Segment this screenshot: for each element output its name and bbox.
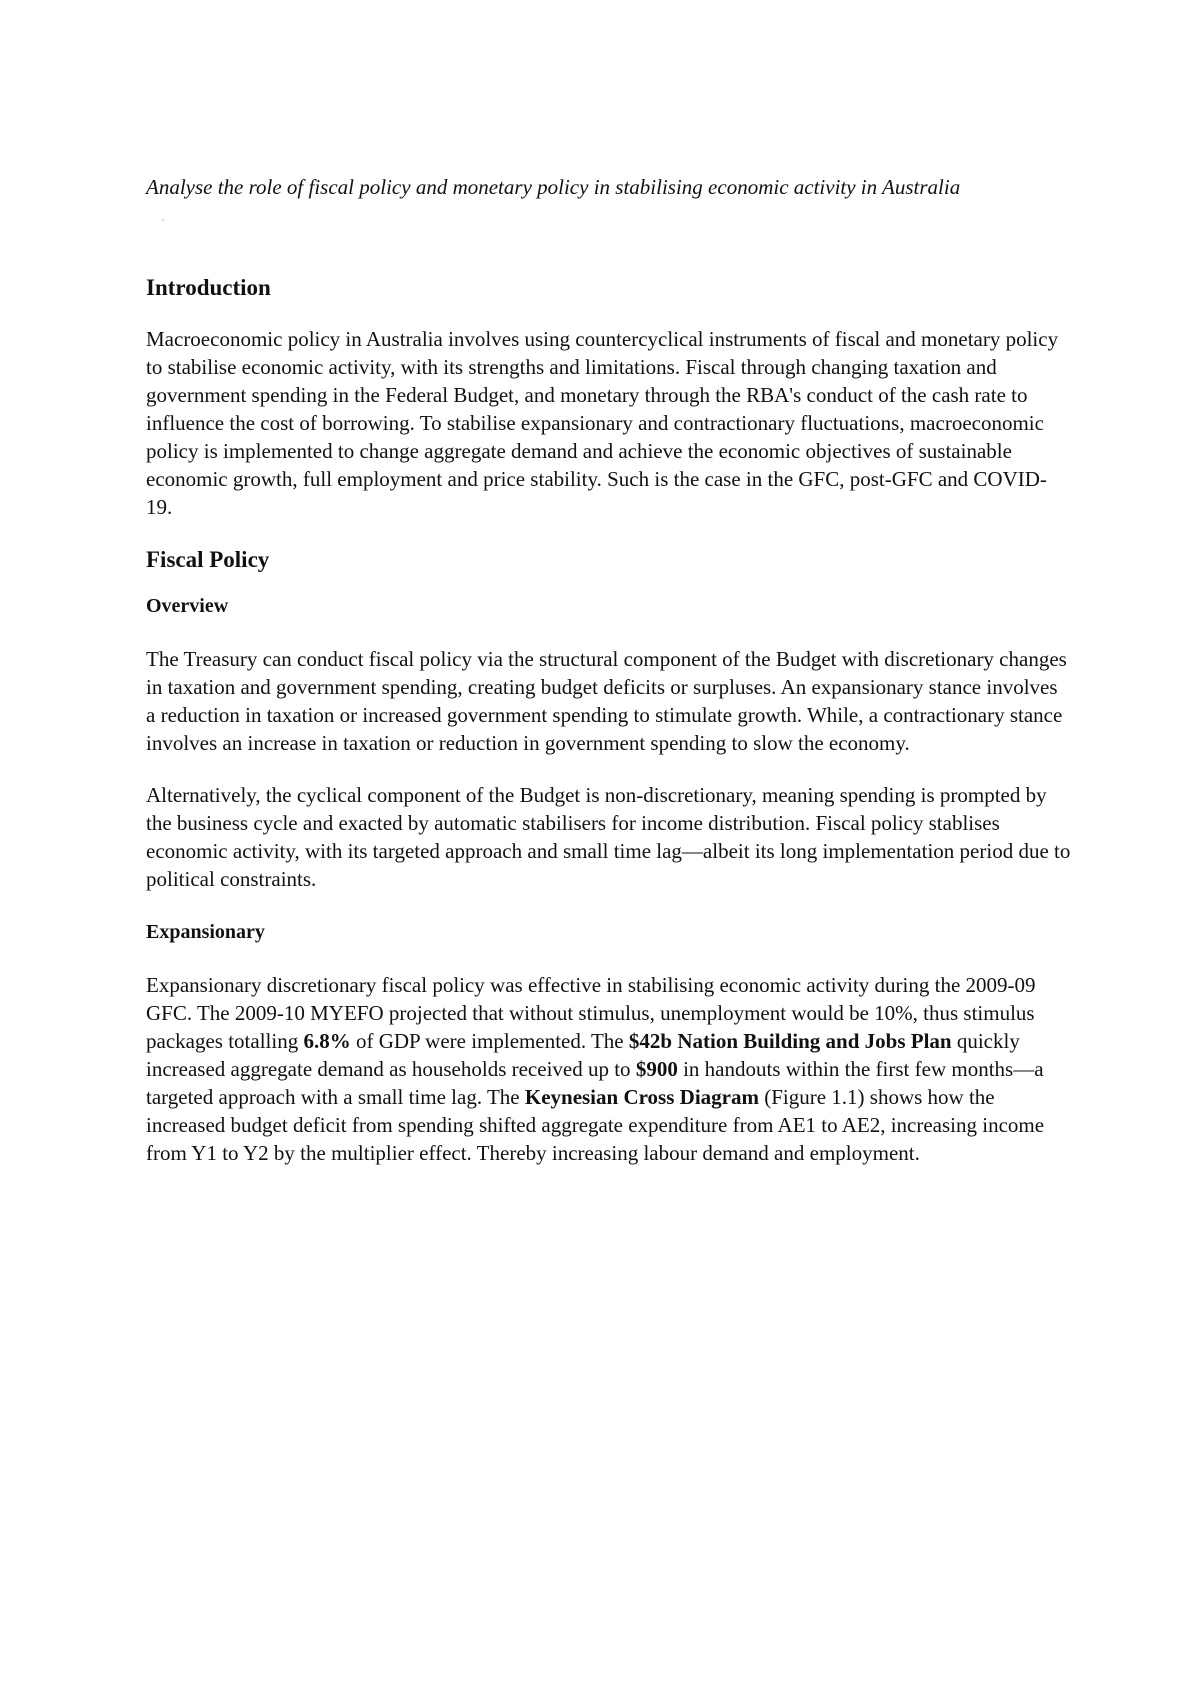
expansionary-text-2: of GDP were implemented. The xyxy=(350,1029,629,1053)
overview-paragraph-1: The Treasury can conduct fiscal policy via the structural component of the Budget with discretionary changes in taxation and government spending, creating budget deficits or surpluses. An expansionary stance involves a reduction in taxation or increased government spending to stimulate growth. While, a contractionary stance involves an increase in taxation or reduction in government spending to slow the economy. xyxy=(146,647,1067,755)
expansionary-text-3: quickly increased aggregate demand as households received up to xyxy=(146,1029,1020,1081)
overview-heading: Overview xyxy=(146,595,229,617)
expansionary-text-1: Expansionary discretionary fiscal policy was effective in stabilising economic activity during the 2009-09 GFC. The 2009-10 MYEFO projected that without stimulus, unemployment would be 10%, thus stimulus packages totalling xyxy=(146,973,1036,1053)
tick-mark: ' xyxy=(162,218,164,229)
fiscal-policy-heading: Fiscal Policy xyxy=(146,547,270,572)
introduction-paragraph: Macroeconomic policy in Australia involves using countercyclical instruments of fiscal and monetary policy to stabilise economic activity, with its strengths and limitations. Fiscal through changing taxation and government spending in the Federal Budget, and monetary through the RBA's conduct of the cash rate to influence the cost of borrowing. To stabilise expansionary and contractionary fluctuations, macroeconomic policy is implemented to change aggregate demand and achieve the economic objectives of sustainable economic growth, full employment and price stability. Such is the case in the GFC, post-GFC and COVID-19. xyxy=(146,327,1059,519)
handout-amount: $900 xyxy=(635,1057,678,1081)
introduction-heading: Introduction xyxy=(146,275,271,300)
nation-building-plan: $42b Nation Building and Jobs Plan xyxy=(628,1029,952,1053)
document-body xyxy=(146,174,1071,1167)
overview-paragraph-2: Alternatively, the cyclical component of the Budget is non-discretionary, meaning spending is prompted by the business cycle and exacted by automatic stabilisers for income distribution. Fiscal policy stablises economic activity, with its targeted approach and small time lag—albeit its long implementation period due to political constraints. xyxy=(146,783,1071,891)
expansionary-text-4: in handouts within the first few months—a targeted approach with a small time lag. The xyxy=(146,1057,1044,1109)
keynesian-cross-diagram: Keynesian Cross Diagram xyxy=(524,1085,759,1109)
expansionary-paragraph xyxy=(146,971,1071,1167)
essay-question: Analyse the role of fiscal policy and monetary policy in stabilising economic activity in Australia xyxy=(146,175,961,199)
expansionary-heading: Expansionary xyxy=(146,921,265,943)
expansionary-text-5: (Figure 1.1) shows how the increased budget deficit from spending shifted aggregate expenditure from AE1 to AE2, increasing income from Y1 to Y2 by the multiplier effect. Thereby increasing labour demand and employment. xyxy=(146,1085,1045,1165)
stimulus-percent: 6.8% xyxy=(303,1029,351,1053)
